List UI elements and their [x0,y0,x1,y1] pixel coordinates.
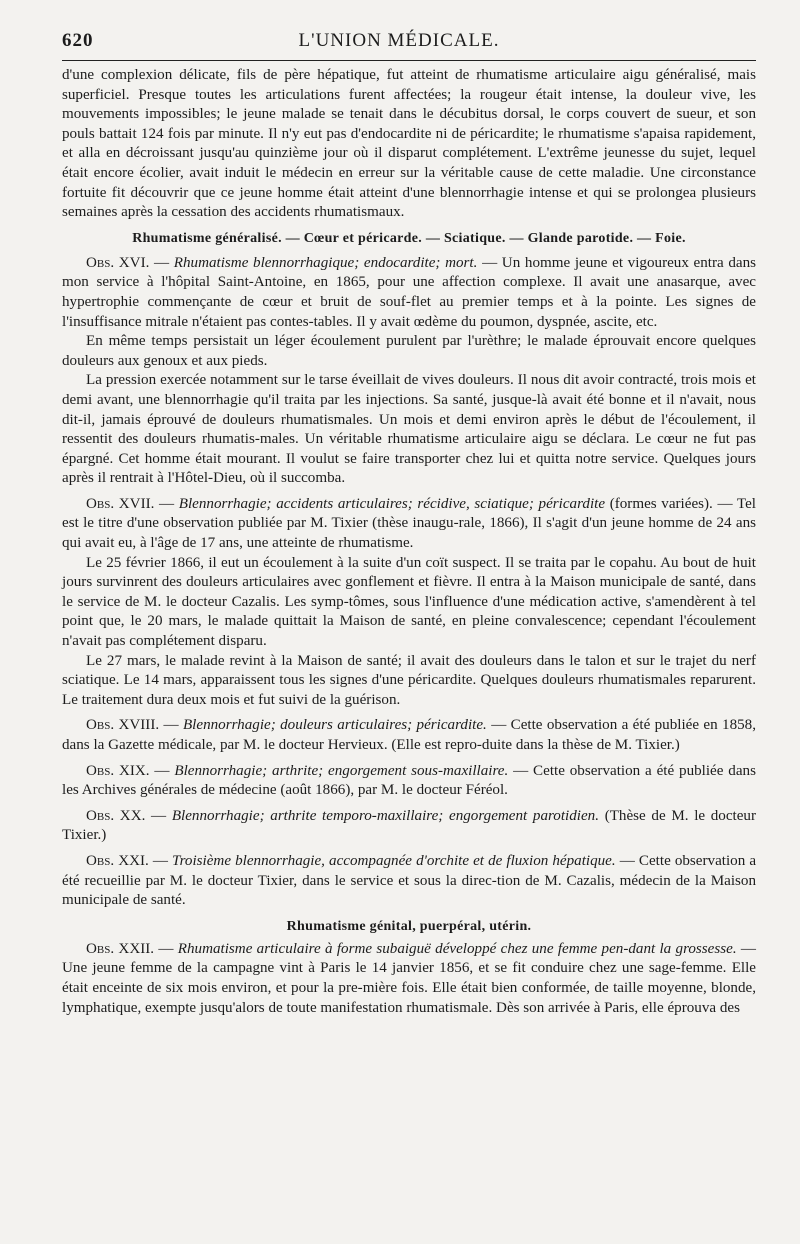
header-rule [62,60,756,61]
observation-label: Obs. XXI. — [86,852,168,869]
observation-text: — Cette observation a été recueillie par M. le docteur Tixier, dans le service et sous la direc-tion de M. Cazalis, médecin de la Maison municipale de santé. [62,852,757,909]
observation-paragraph [62,762,756,801]
observation-text: — Cette observation a été publiée en 1858, dans la Gazette médicale, par M. le docteur Hervieux. (Elle est repro-duite dans la thèse de M. Tixier.) [62,717,756,753]
observation-text: (Thèse de M. le docteur Tixier.) [62,807,757,844]
section-heading: Rhumatisme généralisé. — Cœur et péricarde. — Sciatique. — Glande parotide. — Foie. [132,230,686,246]
paragraph: La pression exercée notamment sur le tarse éveillait de vives douleurs. Il nous dit avoir contracté, trois mois et demi avant, une blennorrhagie qu'il traita par les injections. Sa santé, jusque-là avait été bonne et il n'avait, nous dit-il, jamais éprouvé de douleurs rhumatismales. Un mois et demi environ après le début de l'écoulement, il ressentit des douleurs rhumatis-males. Un véritable rhumatisme articulaire aigu se déclara. Le cœur ne fut pas épargné. Cet homme était mourant. Il voulut se faire transporter chez lui et quitta notre service. Quelques jours après il rentrait à l'Hôtel-Dieu, où il succomba. [62,372,756,487]
observation-label: Obs. XXII. — [86,940,174,957]
observation-text: — Une jeune femme de la campagne vint à Paris le 14 janvier 1856, et se fit conduire chez une sage-femme. Elle était enceinte de six mois environ, et pour la pre-mière fois. Elle était bien conformée, de taille moyenne, blonde, lymphatique, exempte jusqu'alors de toute manifestation rhumatismale. Dès son arrivée à Paris, elle éprouva des [62,940,757,1016]
section-heading: Rhumatisme génital, puerpéral, utérin. [286,918,532,934]
paragraph: d'une complexion délicate, fils de père hépatique, fut atteint de rhumatisme articulaire aigu généralisé, mais superficiel. Presque toutes les articulations furent affectées; la rougeur était intense, la douleur vive, les mouvements impossibles; le jeune malade se tenait dans le décubitus dorsal, le corps couvert de sueur, et son pouls battait 124 fois par minute. Il n'y eut pas d'endocardite ni de péricardite; le rhumatisme s'apaisa rapidement, et alla en décroissant jusqu'au quinzième jour où il disparut complétement. L'extrême jeunesse du sujet, lequel était encore écolier, avait induit le médecin en erreur sur la véritable cause de cette maladie. Une circonstance fortuite fit découvrir que ce jeune homme était atteint d'une blennorrhagie intense et qui se prolongea plusieurs semaines après la cessation des accidents rhumatismaux. [62,67,756,221]
paragraph: Le 27 mars, le malade revint à la Maison de santé; il avait des douleurs dans le talon et sur le trajet du nerf sciatique. Le 14 mars, apparaissent tous les signes d'une péricardite. Quelques douleurs rhumatismales reparurent. Le traitement dura deux mois et fut suivi de la guérison. [62,652,756,708]
observation-title: Blennorrhagie; accidents articulaires; récidive, sciatique; péricardite [178,495,606,512]
observation-paragraph [62,807,756,846]
observation-label: Obs. XVI. — [86,254,170,271]
observation-text: — Un homme jeune et vigoureux entra dans mon service à l'hôpital Saint-Antoine, en 1865, pour une affection complexe. Il avait une anasarque, avec hypertrophie commençante de cœur et bruit de souf-flet au premier temps et à la pointe. Les signes de l'insuffisance mitrale n'étaient pas contes-tables. Il y avait œdème du poumon, dyspnée, ascite, etc. [62,254,757,330]
observation-label: Obs. XVII. — [86,495,175,512]
observation-paragraph [62,852,756,911]
observation-text: — Cette observation a été publiée dans les Archives générales de médecine (août 1866), par M. le docteur Féréol. [62,762,756,799]
running-header [62,30,756,52]
observation-label: Obs. XX. — [86,807,167,824]
observation-title: Blennorrhagie; arthrite temporo-maxillaire; engorgement parotidien. [171,807,600,824]
observation-label: Obs. XVIII. — [86,717,179,734]
running-title: L'UNION MÉDICALE. [298,30,500,51]
observation-paragraph [62,495,756,554]
observation-title: Rhumatisme articulaire à forme subaiguë développé chez une femme pen-dant la grossesse. [177,940,737,957]
paragraph: Le 25 février 1866, il eut un écoulement à la suite d'un coït suspect. Il se traita par le copahu. Au bout de huit jours survinrent des douleurs articulaires avec gonflement et fièvre. Il entra à la Maison municipale de santé, dans le service de M. le docteur Cazalis. Les symp-tômes, sous l'influence d'une médication active, s'amendèrent à tel point que, le 20 mars, le malade quittait la Maison de santé, en pleine convalescence; cependant l'écoulement n'avait pas complétement disparu. [62,554,756,650]
paragraph: En même temps persistait un léger écoulement purulent par l'urèthre; le malade éprouvait encore quelques douleurs aux genoux et aux pieds. [62,333,756,369]
observation-title: Troisième blennorrhagie, accompagnée d'orchite et de fluxion hépatique. [172,852,616,869]
observation-paragraph [62,254,756,332]
observation-title: Rhumatisme blennorrhagique; endocardite; mort. [173,254,478,271]
observation-text: (formes variées). — Tel est le titre d'une observation publiée par M. Tixier (thèse inaugu-rale, 1866), Il s'agit d'un jeune homme de 24 ans qui avait eu, à l'âge de 17 ans, une atteinte de rhumatisme. [62,495,756,552]
observation-title: Blennorrhagie; douleurs articulaires; péricardite. [182,717,487,734]
observation-paragraph [62,940,756,1018]
observation-paragraph [62,716,756,755]
page-number: 620 [62,30,94,51]
observation-label: Obs. XIX. — [86,762,170,779]
observation-title: Blennorrhagie; arthrite; engorgement sous-maxillaire. [174,762,509,779]
